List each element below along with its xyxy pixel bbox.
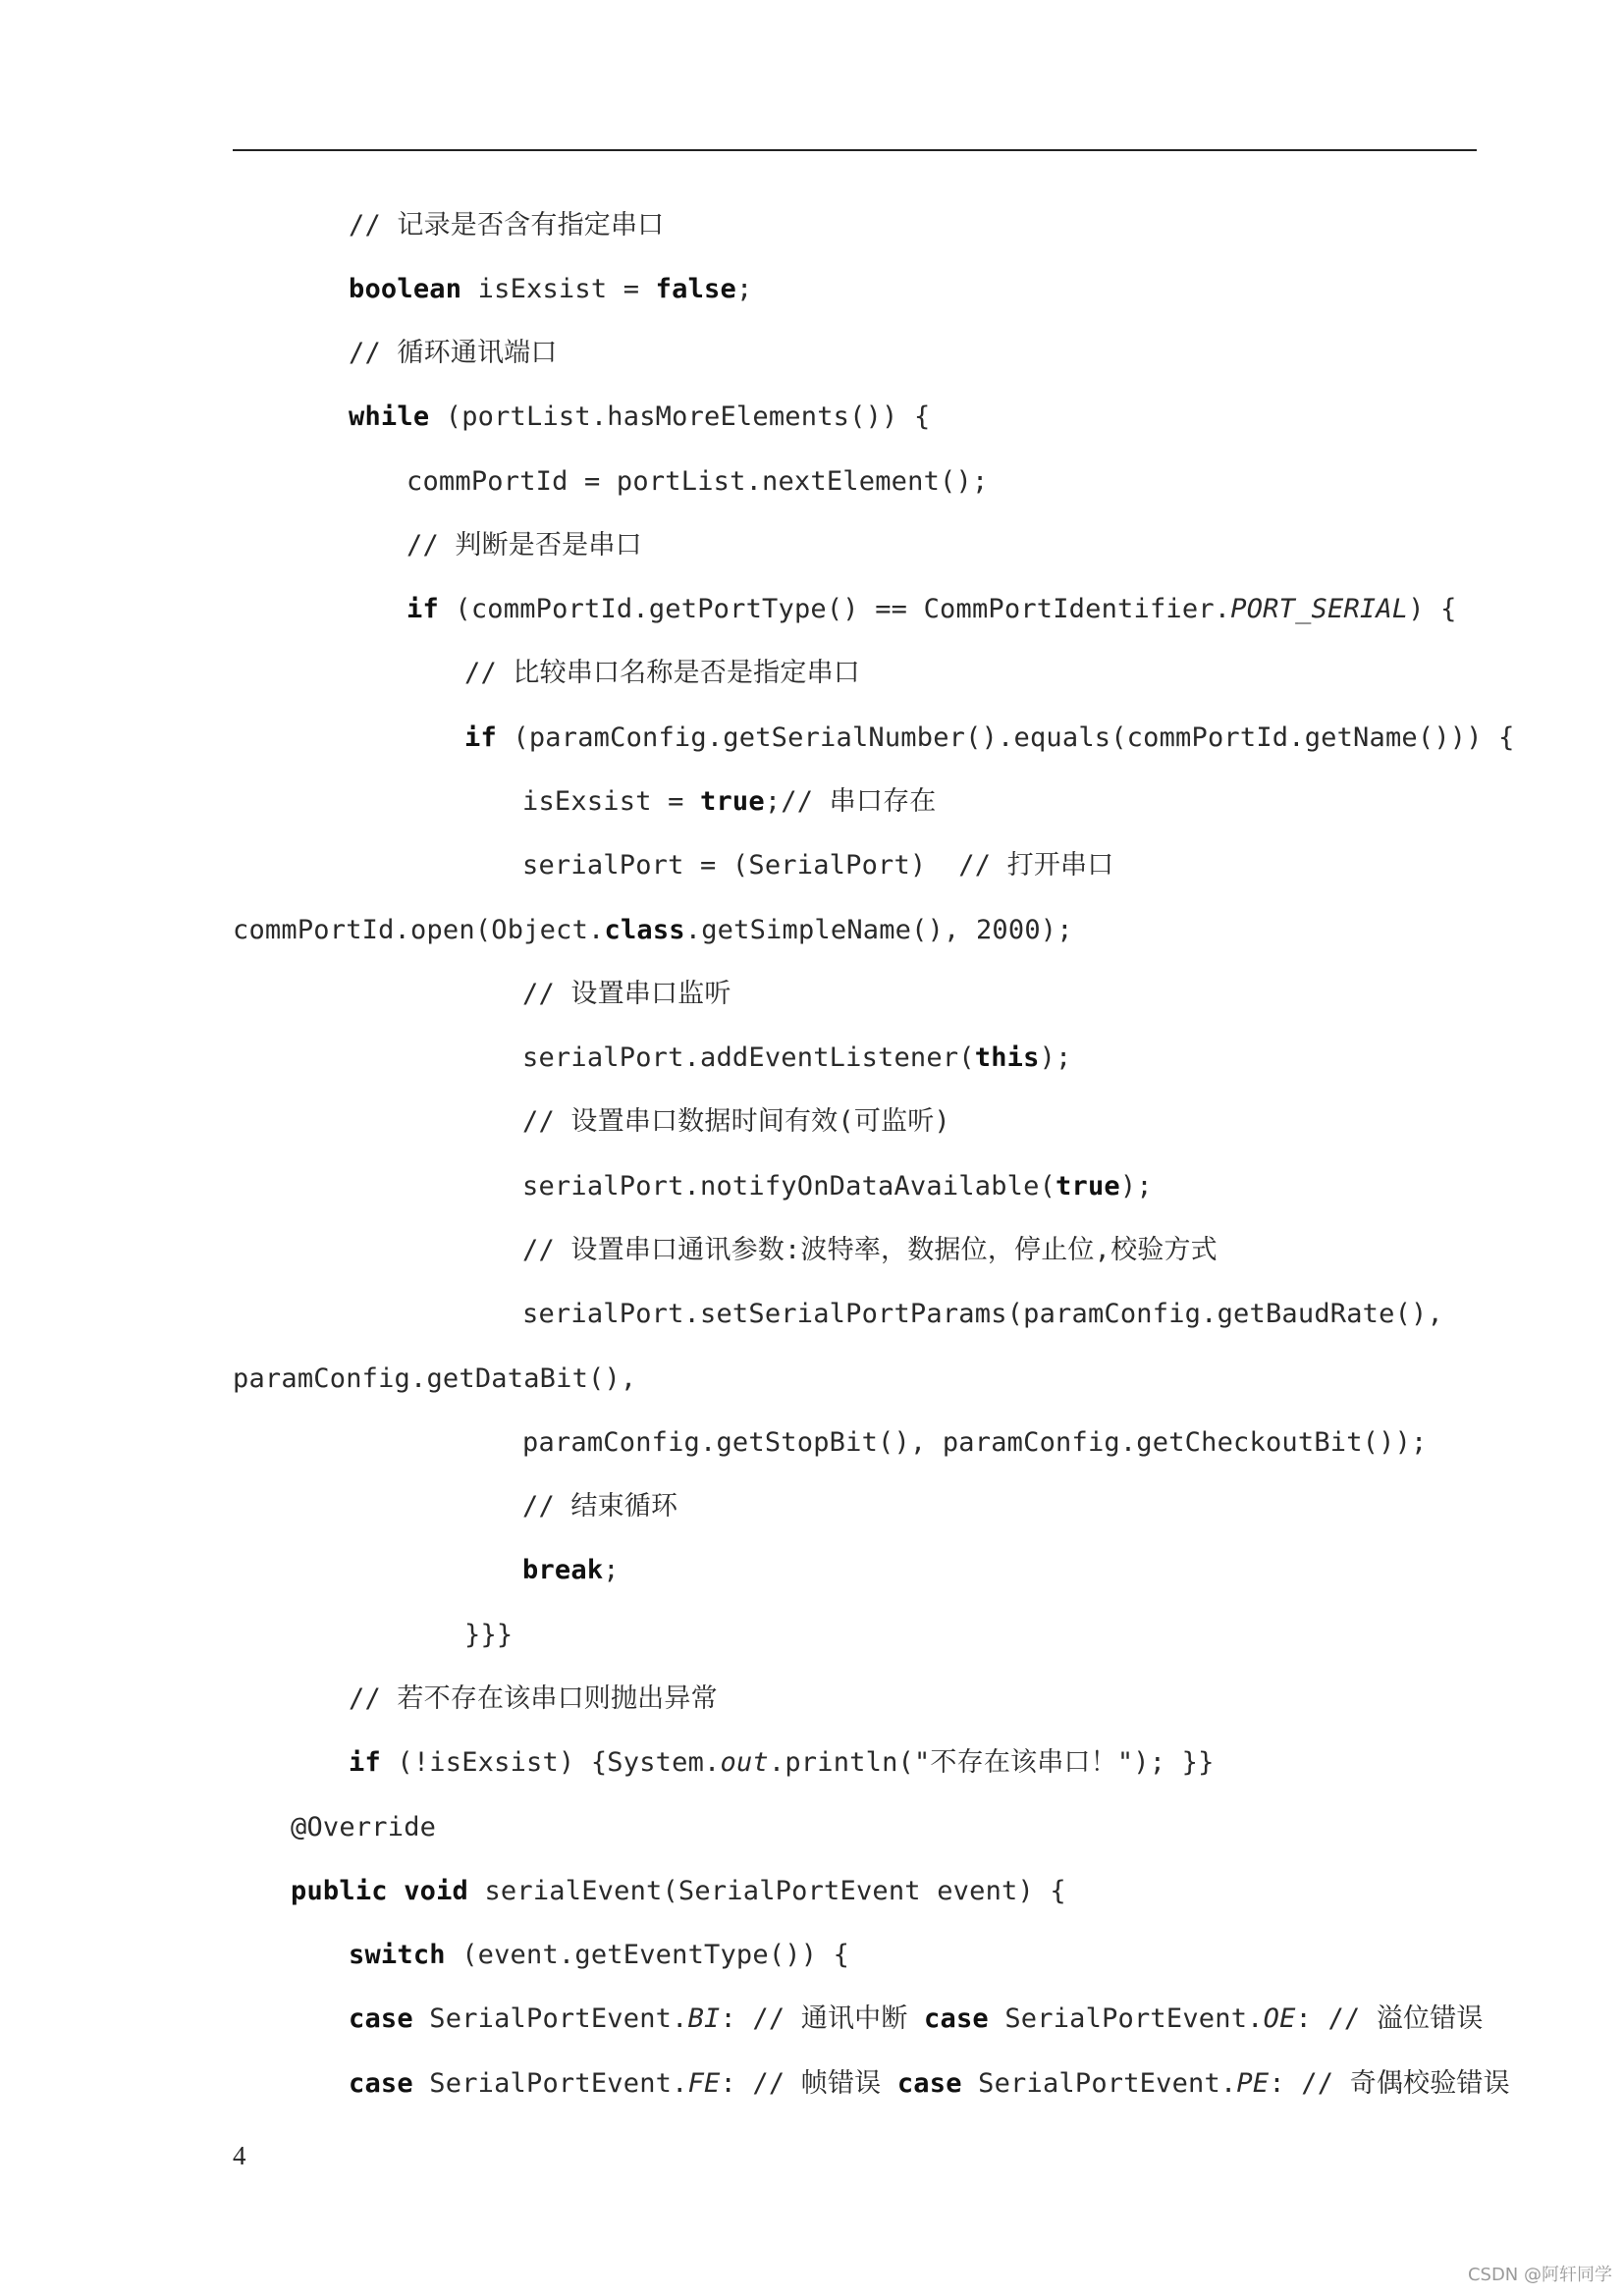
code-line <box>349 272 752 307</box>
code-line <box>522 1233 1218 1268</box>
code-comment: // 若不存在该串口则抛出异常 <box>349 1683 718 1714</box>
code-text: : // 奇偶校验错误 <box>1269 2068 1510 2099</box>
code-keyword: true <box>700 786 765 817</box>
code-line <box>522 1104 950 1140</box>
code-comment: // 记录是否含有指定串口 <box>349 210 665 240</box>
code-comment: // 循环通讯端口 <box>349 338 558 368</box>
code-line <box>406 464 988 500</box>
code-line <box>464 721 1515 756</box>
code-keyword: if <box>406 594 439 624</box>
code-text: ; <box>603 1555 620 1585</box>
code-line <box>349 1938 849 1973</box>
code-line <box>349 400 930 435</box>
code-keyword: if <box>464 722 497 753</box>
code-text: (portList.hasMoreElements()) { <box>429 401 931 432</box>
code-line <box>522 1553 620 1588</box>
code-line <box>349 1682 718 1717</box>
code-line <box>349 208 664 243</box>
code-line <box>522 1169 1153 1204</box>
code-text: }}} <box>464 1620 514 1650</box>
code-text: serialPort.notifyOnDataAvailable( <box>522 1171 1056 1201</box>
code-keyword: public void <box>291 1876 469 1906</box>
code-line <box>406 592 1457 627</box>
code-line <box>464 656 860 691</box>
code-comment: // 判断是否是串口 <box>406 530 642 561</box>
code-text: paramConfig.getStopBit(), paramConfig.getCheckoutBit()); <box>522 1427 1428 1458</box>
code-text: serialPort.setSerialPortParams(paramConfig.getBaudRate(), <box>522 1299 1443 1329</box>
code-text: paramConfig.getDataBit(), <box>233 1363 637 1394</box>
code-text: (!isExsist) {System. <box>380 1747 721 1778</box>
code-line <box>291 1810 436 1845</box>
code-line <box>522 1041 1072 1076</box>
code-line <box>464 1618 513 1653</box>
code-text: serialPort = (SerialPort) // 打开串口 <box>522 850 1114 881</box>
code-text: ); <box>1119 1171 1153 1201</box>
code-text: (event.getEventType()) { <box>445 1940 850 1970</box>
code-text: isExsist = <box>522 786 701 817</box>
code-comment: // 设置串口通讯参数:波特率，数据位，停止位,校验方式 <box>522 1235 1218 1265</box>
code-text: (paramConfig.getSerialNumber().equals(commPortId.getName())) { <box>496 722 1515 753</box>
code-keyword: case <box>896 2068 962 2099</box>
code-keyword: case <box>924 2003 989 2034</box>
code-line <box>349 2002 1484 2037</box>
code-text: serialEvent(SerialPortEvent event) { <box>468 1876 1066 1906</box>
code-text: ;// 串口存在 <box>764 786 937 817</box>
code-line <box>522 784 936 820</box>
code-line <box>522 977 731 1012</box>
code-line <box>349 2066 1510 2102</box>
code-keyword: true <box>1056 1171 1120 1201</box>
code-keyword: switch <box>349 1940 446 1970</box>
code-constant: out <box>720 1747 769 1778</box>
code-line <box>522 1297 1443 1332</box>
header-rule <box>233 149 1477 151</box>
code-line <box>349 1745 1215 1781</box>
code-constant: PORT_SERIAL <box>1230 594 1409 624</box>
code-comment: // 设置串口监听 <box>522 979 731 1009</box>
code-keyword: case <box>349 2068 413 2099</box>
code-text: .println("不存在该串口！"); }} <box>768 1747 1215 1778</box>
code-text: SerialPortEvent. <box>988 2003 1264 2034</box>
code-keyword: while <box>349 401 430 432</box>
code-line <box>522 1489 677 1524</box>
code-line <box>291 1874 1066 1909</box>
code-constant: FE <box>687 2068 721 2099</box>
code-text: : // 通讯中断 <box>720 2003 925 2034</box>
code-constant: OE <box>1263 2003 1296 2034</box>
code-keyword: class <box>604 915 685 945</box>
code-text: SerialPortEvent. <box>961 2068 1237 2099</box>
code-keyword: boolean <box>349 274 462 304</box>
code-text: @Override <box>291 1812 437 1842</box>
code-text: commPortId = portList.nextElement(); <box>406 466 989 497</box>
code-keyword: if <box>349 1747 381 1778</box>
code-comment: // 比较串口名称是否是指定串口 <box>464 658 860 688</box>
code-line <box>522 848 1113 883</box>
code-text: (commPortId.getPortType() == CommPortIdentifier. <box>438 594 1231 624</box>
code-line <box>522 1425 1428 1461</box>
code-constant: BI <box>687 2003 721 2034</box>
code-line <box>233 913 1073 948</box>
code-text: : // 溢位错误 <box>1295 2003 1484 2034</box>
code-text: SerialPortEvent. <box>412 2003 688 2034</box>
code-text: ); <box>1039 1042 1072 1073</box>
code-keyword: false <box>655 274 736 304</box>
code-keyword: break <box>522 1555 604 1585</box>
code-comment: // 设置串口数据时间有效(可监听) <box>522 1106 950 1137</box>
code-text: .getSimpleName(), 2000); <box>684 915 1073 945</box>
code-text: ) { <box>1408 594 1457 624</box>
code-keyword: this <box>974 1042 1040 1073</box>
code-text: commPortId.open(Object. <box>233 915 605 945</box>
code-line <box>349 336 558 371</box>
code-text: isExsist = <box>461 274 656 304</box>
code-keyword: case <box>349 2003 413 2034</box>
code-text: : // 帧错误 <box>720 2068 897 2099</box>
code-text: ; <box>735 274 753 304</box>
code-text: serialPort.addEventListener( <box>522 1042 975 1073</box>
code-comment: // 结束循环 <box>522 1491 678 1522</box>
code-constant: PE <box>1236 2068 1270 2099</box>
code-text: SerialPortEvent. <box>412 2068 688 2099</box>
code-line <box>406 528 642 563</box>
code-line <box>233 1362 636 1397</box>
page-number: 4 <box>233 2141 246 2170</box>
watermark: CSDN @阿轩同学 <box>1467 2265 1612 2285</box>
